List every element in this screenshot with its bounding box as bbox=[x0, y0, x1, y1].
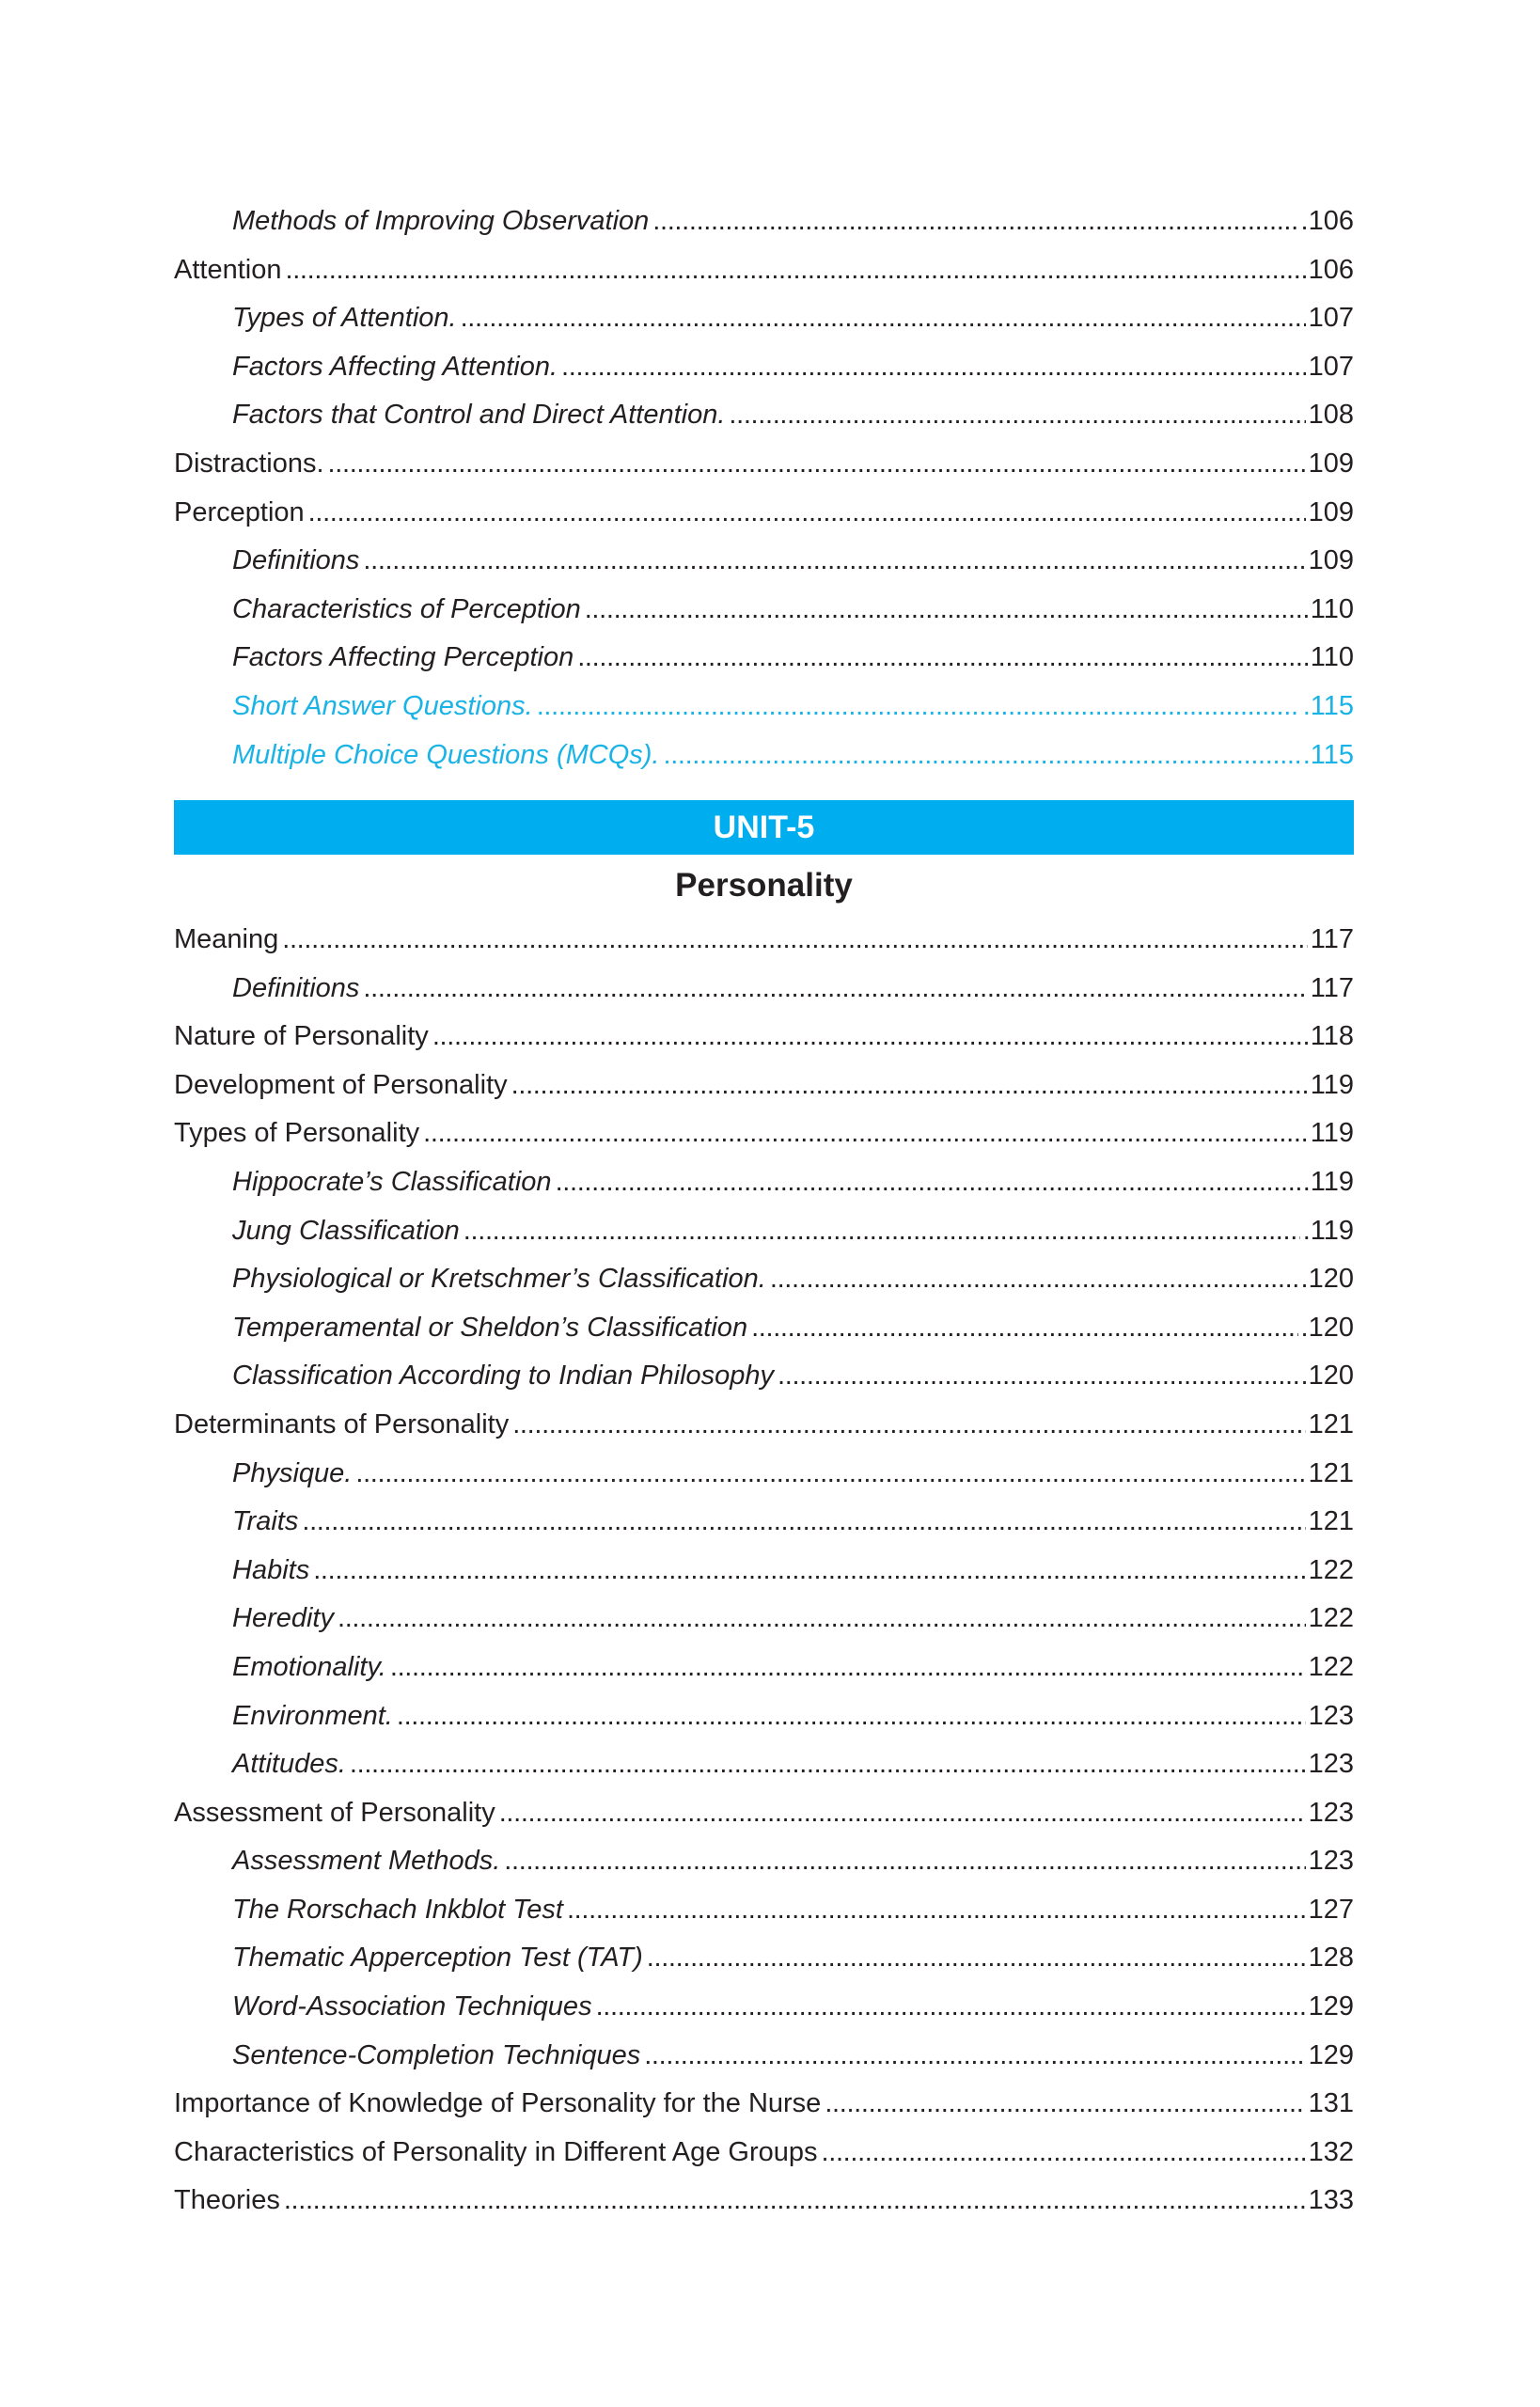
dot-leader bbox=[751, 1304, 1297, 1353]
toc-entry-label: Methods of Improving Observation bbox=[232, 206, 650, 236]
toc-entry bbox=[174, 537, 1354, 586]
dot-leader bbox=[652, 197, 1297, 246]
toc-entry bbox=[174, 1304, 1354, 1353]
dot-leader bbox=[461, 294, 1306, 343]
toc-entry bbox=[174, 246, 1354, 295]
toc-entry-label: Nature of Personality bbox=[174, 1021, 429, 1052]
toc-entry-label: Importance of Knowledge of Personality for the Nurse bbox=[174, 2088, 822, 2119]
dot-leader bbox=[663, 732, 1299, 780]
toc-entry-label: Factors Affecting Attention. bbox=[232, 351, 558, 382]
toc-entry-page: 109 bbox=[1308, 448, 1354, 479]
toc-entry-label: Classification According to Indian Philosophy bbox=[232, 1361, 775, 1392]
toc-entry-page: 123 bbox=[1308, 1749, 1354, 1780]
toc-entry-label: Hippocrate’s Classification bbox=[232, 1166, 552, 1197]
dot-leader bbox=[284, 2177, 1306, 2226]
toc-entry-label: Definitions bbox=[232, 545, 360, 576]
toc-entry-page: 131 bbox=[1308, 2088, 1354, 2119]
unit-banner bbox=[174, 800, 1354, 855]
dot-leader bbox=[363, 965, 1307, 1014]
dot-leader bbox=[585, 586, 1308, 635]
toc-entry-page: 132 bbox=[1308, 2136, 1354, 2167]
toc-entry-label: Word-Association Techniques bbox=[232, 1991, 592, 2022]
toc-entry-label: Definitions bbox=[232, 972, 360, 1003]
toc-entry-label: The Rorschach Inkblot Test bbox=[232, 1894, 563, 1925]
toc-entry-label: Heredity bbox=[232, 1603, 334, 1634]
dot-leader bbox=[282, 916, 1308, 965]
toc-entry-page: .120 bbox=[1300, 1264, 1354, 1295]
toc-entry bbox=[174, 1886, 1354, 1935]
toc-entry bbox=[174, 1934, 1354, 1983]
dot-leader bbox=[778, 1352, 1298, 1401]
toc-entry-label: Meaning bbox=[174, 924, 279, 954]
toc-entry-page: 128 bbox=[1308, 1943, 1354, 1974]
toc-entry-label: Types of Attention. bbox=[232, 303, 457, 334]
dot-leader bbox=[390, 1644, 1306, 1692]
toc-entry bbox=[174, 1595, 1354, 1644]
toc-entry-page: 118 bbox=[1310, 1021, 1354, 1052]
toc-list-unit-5 bbox=[174, 916, 1354, 2226]
toc-entry-label: Characteristics of Personality in Different Age Groups bbox=[174, 2136, 818, 2167]
toc-entry-label: Habits bbox=[232, 1554, 310, 1585]
dot-leader bbox=[596, 1983, 1306, 2032]
toc-entry bbox=[174, 1692, 1354, 1741]
toc-entry bbox=[174, 1013, 1354, 1062]
dot-leader bbox=[338, 1595, 1306, 1644]
toc-entry-page: 121 bbox=[1308, 1506, 1354, 1537]
toc-entry bbox=[174, 1207, 1354, 1256]
toc-entry-label: Environment. bbox=[232, 1700, 393, 1731]
toc-entry-page: .115 bbox=[1302, 739, 1354, 770]
dot-leader bbox=[363, 537, 1305, 586]
dot-leader bbox=[561, 343, 1306, 392]
toc-entry-page: 123 bbox=[1308, 1797, 1354, 1828]
toc-entry bbox=[174, 586, 1354, 635]
dot-leader bbox=[644, 2032, 1305, 2081]
toc-entry bbox=[174, 343, 1354, 392]
dot-leader bbox=[512, 1401, 1305, 1450]
dot-leader bbox=[511, 1062, 1308, 1110]
toc-entry-label: Temperamental or Sheldon’s Classification bbox=[232, 1312, 748, 1343]
toc-entry-page: 122 bbox=[1308, 1554, 1354, 1585]
dot-leader bbox=[825, 2080, 1305, 2129]
unit-title: UNIT-5 bbox=[713, 809, 815, 845]
toc-entry bbox=[174, 489, 1354, 538]
toc-entry bbox=[174, 1547, 1354, 1596]
toc-entry-label: Sentence-Completion Techniques bbox=[232, 2039, 641, 2070]
unit-subtitle: Personality bbox=[675, 867, 853, 904]
dot-leader bbox=[328, 440, 1306, 489]
toc-entry-label: Assessment Methods. bbox=[232, 1846, 501, 1877]
toc-entry-page: 121 bbox=[1308, 1457, 1354, 1488]
toc-entry-label: Characteristics of Perception bbox=[232, 593, 581, 624]
toc-entry-label: Multiple Choice Questions (MCQs). bbox=[232, 739, 660, 770]
toc-entry-label: Thematic Apperception Test (TAT) bbox=[232, 1943, 643, 1974]
toc-entry-page: .115 bbox=[1302, 690, 1354, 721]
toc-entry bbox=[174, 1837, 1354, 1886]
dot-leader bbox=[647, 1934, 1306, 1983]
toc-entry-page: .106 bbox=[1300, 206, 1354, 236]
toc-entry bbox=[174, 1450, 1354, 1499]
toc-entry-page: 110 bbox=[1310, 593, 1354, 624]
toc-entry-label: Short Answer Questions. bbox=[232, 690, 533, 721]
toc-entry-label: Determinants of Personality bbox=[174, 1408, 510, 1439]
toc-entry bbox=[174, 1983, 1354, 2032]
toc-entry bbox=[174, 391, 1354, 440]
toc-entry bbox=[174, 1401, 1354, 1450]
toc-entry-page: 123 bbox=[1308, 1700, 1354, 1731]
toc-entry-label: Types of Personality bbox=[174, 1118, 420, 1149]
toc-entry-page: 117 bbox=[1310, 924, 1354, 954]
toc-entry-label: Development of Personality bbox=[174, 1069, 508, 1100]
toc-entry-page: 117 bbox=[1310, 972, 1354, 1003]
toc-entry-page: 122 bbox=[1308, 1603, 1354, 1634]
toc-entry-label: Attention bbox=[174, 254, 282, 285]
toc-entry-page: 129 bbox=[1308, 2039, 1354, 2070]
toc-entry bbox=[174, 1352, 1354, 1401]
dot-leader bbox=[504, 1837, 1305, 1886]
toc-entry bbox=[174, 1789, 1354, 1838]
dot-leader bbox=[397, 1692, 1306, 1741]
toc-list-previous-unit bbox=[174, 197, 1354, 779]
toc-entry-label: Physique. bbox=[232, 1457, 353, 1488]
dot-leader bbox=[499, 1789, 1306, 1838]
toc-entry-label: Distractions. bbox=[174, 448, 324, 479]
toc-entry-label: Theories bbox=[174, 2185, 280, 2216]
toc-entry bbox=[174, 197, 1354, 246]
dot-leader bbox=[423, 1109, 1308, 1158]
toc-entry bbox=[174, 2129, 1354, 2178]
toc-entry-page: .119 bbox=[1302, 1215, 1354, 1246]
toc-entry bbox=[174, 294, 1354, 343]
toc-entry bbox=[174, 1109, 1354, 1158]
toc-entry-page: 133 bbox=[1308, 2185, 1354, 2216]
dot-leader bbox=[464, 1207, 1300, 1256]
toc-entry-page: 129 bbox=[1308, 1991, 1354, 2022]
toc-entry-label: Traits bbox=[232, 1506, 299, 1537]
toc-entry bbox=[174, 1498, 1354, 1547]
toc-entry-page: 123 bbox=[1308, 1846, 1354, 1877]
toc-entry-page: 119 bbox=[1310, 1118, 1354, 1149]
toc-entry-short-answer-questions bbox=[174, 683, 1354, 732]
toc-entry-label: Assessment of Personality bbox=[174, 1797, 495, 1828]
toc-entry-label: Emotionality. bbox=[232, 1651, 386, 1682]
toc-entry-page: .120 bbox=[1300, 1312, 1354, 1343]
toc-entry-label: Factors Affecting Perception bbox=[232, 642, 574, 673]
toc-entry-label: Perception bbox=[174, 496, 305, 527]
toc-entry-page: 119 bbox=[1310, 1069, 1354, 1100]
toc-entry-page: 109 bbox=[1308, 496, 1354, 527]
toc-entry-page: .119 bbox=[1302, 1166, 1354, 1197]
dot-leader bbox=[577, 634, 1308, 683]
toc-entry bbox=[174, 634, 1354, 683]
toc-entry-page: 121 bbox=[1308, 1408, 1354, 1439]
toc-entry-page: 110 bbox=[1310, 642, 1354, 673]
toc-entry-label: Factors that Control and Direct Attention. bbox=[232, 400, 726, 431]
toc-entry bbox=[174, 2080, 1354, 2129]
dot-leader bbox=[285, 246, 1305, 295]
toc-entry bbox=[174, 2177, 1354, 2226]
dot-leader bbox=[355, 1450, 1305, 1499]
toc-entry-page: 108 bbox=[1308, 400, 1354, 431]
dot-leader bbox=[308, 489, 1306, 538]
dot-leader bbox=[556, 1158, 1300, 1207]
toc-entry bbox=[174, 965, 1354, 1014]
toc-entry-page: 107 bbox=[1308, 303, 1354, 334]
dot-leader bbox=[567, 1886, 1306, 1935]
toc-entry-page: 122 bbox=[1308, 1651, 1354, 1682]
toc-entry-label: Physiological or Kretschmer’s Classification. bbox=[232, 1264, 766, 1295]
dot-leader bbox=[822, 2129, 1306, 2178]
toc-entry-page: 127 bbox=[1308, 1894, 1354, 1925]
toc-entry bbox=[174, 440, 1354, 489]
toc-entry-page: 106 bbox=[1308, 254, 1354, 285]
dot-leader bbox=[313, 1547, 1305, 1596]
toc-entry-page: 107 bbox=[1308, 351, 1354, 382]
toc-entry-mcqs bbox=[174, 732, 1354, 780]
toc-entry bbox=[174, 916, 1354, 965]
toc-entry bbox=[174, 1062, 1354, 1110]
toc-entry bbox=[174, 1740, 1354, 1789]
toc-entry bbox=[174, 1644, 1354, 1692]
toc-entry-label: Attitudes. bbox=[232, 1749, 346, 1780]
dot-leader bbox=[302, 1498, 1305, 1547]
dot-leader bbox=[350, 1740, 1306, 1789]
toc-entry-label: Jung Classification bbox=[232, 1215, 460, 1246]
toc-entry bbox=[174, 1255, 1354, 1304]
dot-leader bbox=[729, 391, 1305, 440]
toc-entry-page: .120 bbox=[1300, 1361, 1354, 1392]
toc-entry-page: 109 bbox=[1308, 545, 1354, 576]
dot-leader bbox=[537, 683, 1300, 732]
toc-entry bbox=[174, 1158, 1354, 1207]
dot-leader bbox=[770, 1255, 1298, 1304]
toc-entry bbox=[174, 2032, 1354, 2081]
dot-leader bbox=[432, 1013, 1308, 1062]
